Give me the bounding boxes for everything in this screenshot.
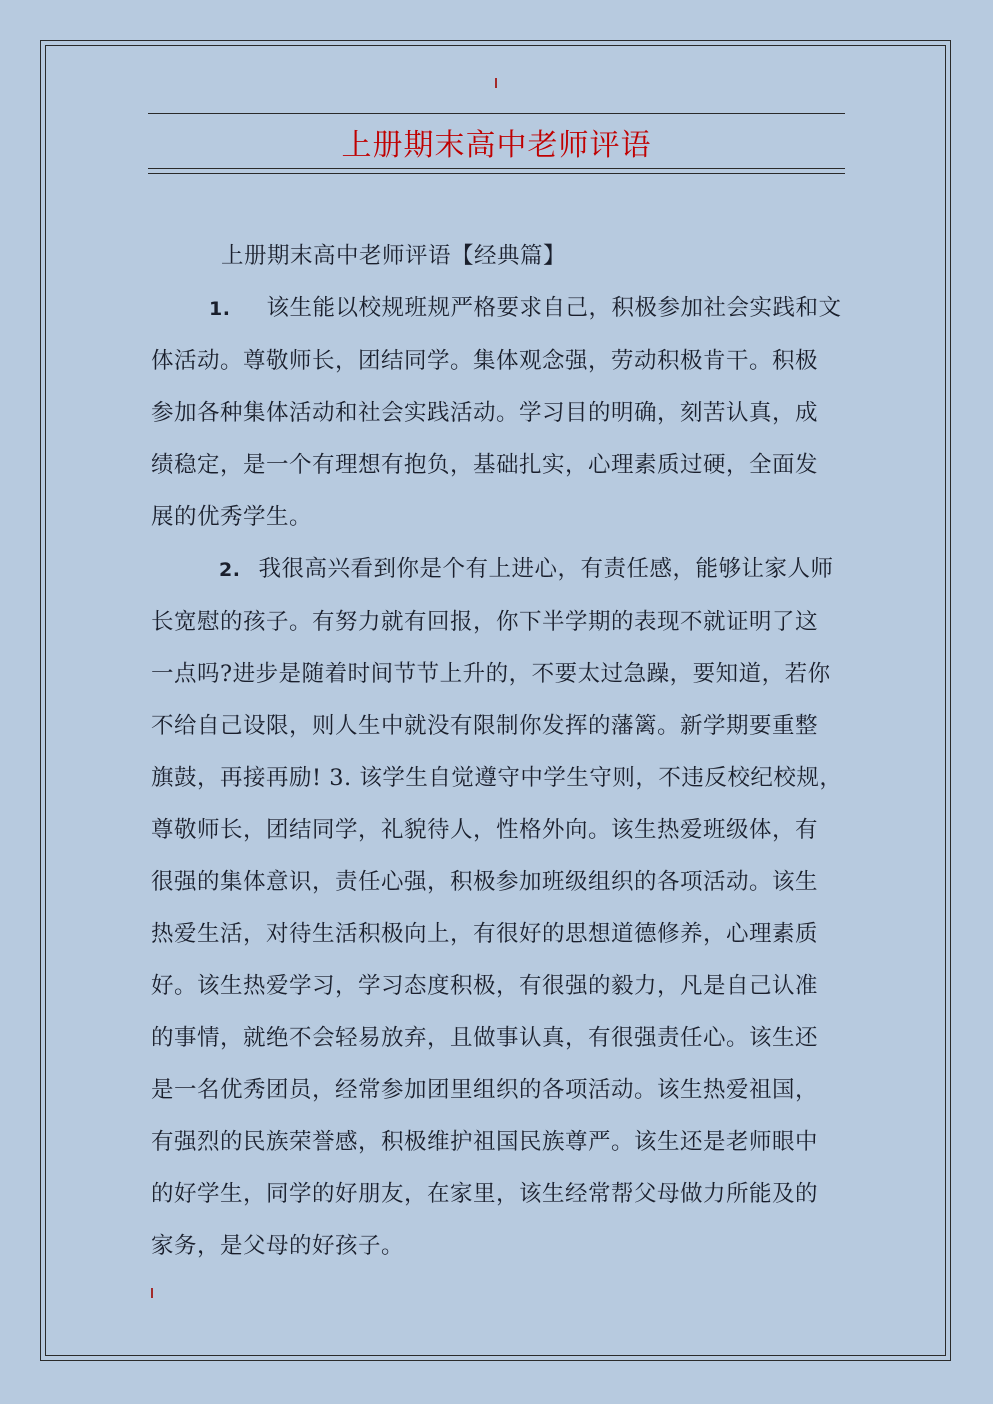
title-bottom-rule-2: [148, 173, 845, 174]
title-bottom-rule: [148, 168, 845, 169]
paragraph-2: [151, 543, 845, 1272]
paragraph-line: 旗鼓，再接再励! 3. 该学生自觉遵守中学生守则，不违反校纪校规，: [151, 765, 843, 791]
paragraph-line: 有强烈的民族荣誉感，积极维护祖国民族尊严。该生还是老师眼中: [151, 1129, 819, 1155]
paragraph-1: [151, 282, 845, 543]
title-top-rule: [148, 113, 845, 114]
paragraph-line: 家务，是父母的好孩子。: [151, 1233, 405, 1259]
document-title: 上册期末高中老师评语: [341, 128, 652, 163]
paragraph-line: 热爱生活，对待生活积极向上，有很好的思想道德修养，心理素质: [151, 921, 819, 947]
paragraph-line: 长宽慰的孩子。有努力就有回报，你下半学期的表现不就证明了这: [151, 609, 819, 635]
paragraph-line: 体活动。尊敬师长，团结同学。集体观念强，劳动积极肯干。积极: [151, 348, 819, 374]
paragraph-line: 展的优秀学生。: [151, 504, 313, 530]
paragraph-number: 1.: [209, 298, 231, 320]
document-body: [151, 230, 845, 1272]
paragraph-line: 尊敬师长，团结同学，礼貌待人，性格外向。该生热爱班级体，有: [151, 817, 819, 843]
footer-mark: [151, 1288, 153, 1298]
header-mark: [495, 78, 497, 88]
paragraph-line: 的事情，就绝不会轻易放弃，且做事认真，有很强责任心。该生还: [151, 1025, 819, 1051]
paragraph-line: 1. 该生能以校规班规严格要求自己，积极参加社会实践和文: [209, 295, 842, 321]
paragraph-number: 2.: [219, 559, 241, 581]
paragraph-line: 绩稳定，是一个有理想有抱负，基础扎实，心理素质过硬，全面发: [151, 452, 819, 478]
paragraph-line: 参加各种集体活动和社会实践活动。学习目的明确，刻苦认真，成: [151, 400, 819, 426]
paragraph-line: 是一名优秀团员，经常参加团里组织的各项活动。该生热爱祖国，: [151, 1077, 819, 1103]
paragraph-line: 很强的集体意识，责任心强，积极参加班级组织的各项活动。该生: [151, 869, 819, 895]
paragraph-line: 的好学生，同学的好朋友，在家里，该生经常帮父母做力所能及的: [151, 1181, 819, 1207]
document-subtitle: 上册期末高中老师评语【经典篇】: [221, 243, 567, 269]
paragraph-line: 不给自己设限，则人生中就没有限制你发挥的藩篱。新学期要重整: [151, 713, 819, 739]
paragraph-line: 2. 我很高兴看到你是个有上进心，有责任感，能够让家人师: [219, 556, 834, 582]
paragraph-line: 好。该生热爱学习，学习态度积极，有很强的毅力，凡是自己认准: [151, 973, 819, 999]
paragraph-line: 一点吗?进步是随着时间节节上升的，不要太过急躁，要知道，若你: [151, 661, 831, 687]
